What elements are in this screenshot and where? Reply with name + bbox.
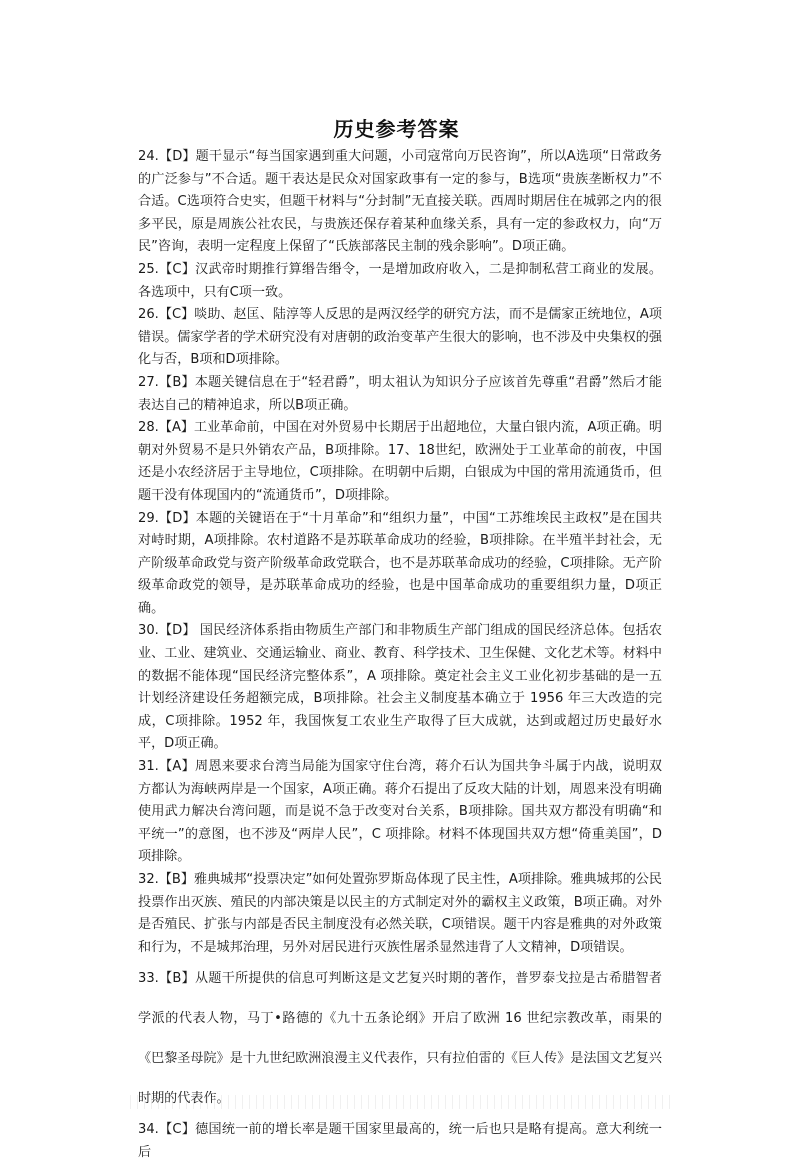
scan-noise <box>130 1095 670 1109</box>
answer-29: 29.【D】本题的关键语在于“十月革命”和“组织力量”，中国“工苏维埃民主政权”是在国共对峙时期，A项排除。农村道路不是苏联革命成功的经验，B项排除。在半殖半封社会，无产阶级革命政党与资产阶级革命政党联合，也不是苏联革命成功的经验，C项排除。无产阶级革命政党的领导，是苏联革命成功的经验，也是中国革命成功的重要组织力量，D项正确。 <box>138 510 662 616</box>
answer-24: 24.【D】题干显示“每当国家遇到重大问题，小司寇常向万民咨询”，所以A选项“日常政务的广泛参与”不合适。题干表达是民众对国家政事有一定的参与，B选项“贵族垄断权力”不合适。C选项符合史实，但题干材料与“分封制”无直接关联。西周时期居住在城郭之内的很多平民，原是周族公社农民，与贵族还保存着某种血缘关系，具有一定的参政权力，向“万民”咨询，表明一定程度上保留了“氏族部落民主制的残余影响”。D项正确。 <box>138 149 662 255</box>
answer-list <box>138 146 662 1165</box>
answer-27: 27.【B】本题关键信息在于“轻君爵”，明太祖认为知识分子应该首先尊重“君爵”然后才能表达自己的精神追求，所以B项正确。 <box>138 374 662 413</box>
answer-33: 33.【B】从题干所提供的信息可判断这是文艺复兴时期的著作，普罗泰戈拉是古希腊智者学派的代表人物，马丁•路德的《九十五条论纲》开启了欧洲 16 世纪宗教改革，雨果的《巴黎圣母院》是十九世纪欧洲浪漫主义代表作，只有拉伯雷的《巨人传》是法国文艺复兴时期的代表作。 <box>138 971 662 1107</box>
answer-26: 26.【C】啖助、赵匡、陆淳等人反思的是两汉经学的研究方法，而不是儒家正统地位，A项错误。儒家学者的学术研究没有对唐朝的政治变革产生很大的影响，也不涉及中央集权的强化与否，B项和D项排除。 <box>138 307 662 368</box>
answer-25: 25.【C】汉武帝时期推行算缗告缗令，一是增加政府收入，二是抑制私营工商业的发展。各选项中，只有C项一致。 <box>138 261 662 300</box>
answer-34: 34.【C】德国统一前的增长率是题干国家里最高的，统一后也只是略有提高。意大利统一后 <box>138 1122 662 1160</box>
document-title: 历史参考答案 <box>333 117 460 141</box>
answer-30: 30.【D】 国民经济体系指由物质生产部门和非物质生产部门组成的国民经济总体。包括农业、工业、建筑业、交通运输业、商业、教育、科学技术、卫生保健、文化艺术等。材料中的数据不能体现“国民经济完整体系”，A 项排除。奠定社会主义工业化初步基础的是一五计划经济建设任务超额完成，B项排除。社会主义制度基本确立于 1956 年三大改造的完成，C项排除。1952 年，我国恢复工农业生产取得了巨大成就，达到或超过历史最好水平，D项正确。 <box>138 623 662 752</box>
answer-28: 28.【A】工业革命前，中国在对外贸易中长期居于出超地位，大量白银内流，A项正确。明朝对外贸易不是只外销农产品，B项排除。17、18世纪，欧洲处于工业革命的前夜，中国还是小农经济居于主导地位，C项排除。在明朝中后期，白银成为中国的常用流通货币，但题干没有体现国内的“流通货币”，D项排除。 <box>138 420 662 503</box>
answer-31: 31.【A】周恩来要求台湾当局能为国家守住台湾，蒋介石认为国共争斗属于内战，说明双方都认为海峡两岸是一个国家，A项正确。蒋介石提出了反攻大陆的计划，周恩来没有明确使用武力解决台湾问题，而是说不急于改变对台关系，B项排除。国共双方都没有明确“和平统一”的意图，也不涉及“两岸人民”，C 项排除。材料不体现国共双方想“倚重美国”，D项排除。 <box>138 759 662 865</box>
answer-32: 32.【B】雅典城邦“投票决定”如何处置弥罗斯岛体现了民主性，A项排除。雅典城邦的公民投票作出灭族、殖民的内部决策是以民主的方式制定对外的霸权主义政策，B项正确。对外是否殖民、扩张与内部是否民主制度没有必然关联，C项错误。题干内容是雅典的对外政策和行为，不是城邦治理，另外对居民进行灭族性屠杀显然违背了人文精神，D项错误。 <box>138 872 662 955</box>
